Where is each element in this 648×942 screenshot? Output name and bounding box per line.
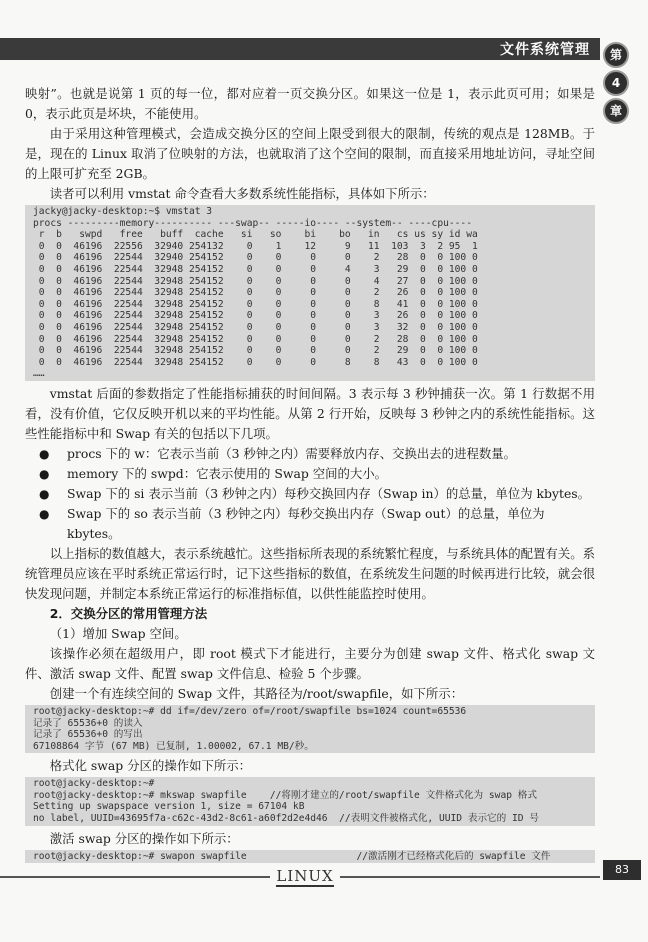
bullet-text: memory 下的 swpd：它表示使用的 Swap 空间的大小。 [67, 465, 388, 481]
code-line: root@jacky-desktop:~# mkswap swapfile //将刚才建立的/root/swapfile 文件格式化为 swap 格式 [33, 789, 537, 801]
paragraph-vmstat-explain: vmstat 后面的参数指定了性能指标捕获的时间间隔。3 表示每 3 秒钟捕获一次。第 1 行数据不用看，没有价值，它仅反映开机以来的平均性能。从第 2 行开始，反映每 3 秒钟之内的系统性能指标。这些性能指标中和 Swap 有关的包括以下几项。 [25, 385, 595, 441]
code-line: 0 0 46196 22544 32948 254152 0 0 0 0 2 28 0 0 100 0 [33, 333, 478, 345]
paragraph-busy-explain: 以上指标的数值越大，表示系统越忙。这些指标所表现的系统繁忙程度，与系统具体的配置有关。系统管理员应该在平时系统正常运行时，记下这些指标的数值，在系统发生问题的时候再进行比较，就会很快发现问题，并制定本系统正常运行的标准指标值，以供性能监控时使用。 [25, 545, 595, 601]
chapter-tab-di: 第 [603, 42, 629, 68]
bullet-text: Swap 下的 so 表示当前（3 秒钟之内）每秒交换出内存（Swap out）的总量，单位为 kbytes。 [67, 505, 545, 541]
footer-linux-logo [270, 865, 340, 887]
code-line: 0 0 46196 22544 32948 254152 0 0 0 0 3 26 0 0 100 0 [33, 310, 478, 322]
bullet-dot-icon: ● [39, 466, 50, 481]
code-line: 0 0 46196 22544 32948 254152 0 0 0 0 2 26 0 0 100 0 [33, 287, 478, 299]
code-line: r b swpd free buff cache si so bi bo in cs us sy id wa [33, 229, 478, 241]
code-line: root@jacky-desktop:~# [33, 778, 155, 790]
bullet-dot-icon: ● [39, 506, 50, 521]
code-line: 0 0 46196 22544 32940 254152 0 0 0 0 2 28 0 0 100 0 [33, 252, 478, 264]
code-line: 67108864 字节 (67 MB) 已复制, 1.00002, 67.1 MB/秒。 [33, 740, 314, 752]
bullet-dot-icon: ● [39, 446, 50, 461]
bullet-text: Swap 下的 si 表示当前（3 秒钟之内）每秒交换回内存（Swap in）的总量，单位为 kbytes。 [67, 485, 591, 501]
code-line: Setting up swapspace version 1, size = 67104 kB [33, 801, 305, 813]
code-line: no label, UUID=43695f7a-c62c-43d2-8c61-a60f2d2e4d46 //表明文件被格式化, UUID 表示它的 ID 号 [33, 813, 539, 825]
code-line: root@jacky-desktop:~# swapon swapfile //激活刚才已经格式化后的 swapfile 文件 [33, 850, 551, 862]
code-line: …… [33, 368, 45, 380]
code-block-vmstat [25, 205, 595, 381]
paragraph-activate-swap: 激活 swap 分区的操作如下所示： [49, 830, 239, 846]
code-line: root@jacky-desktop:~# dd if=/dev/zero of=/root/swapfile bs=1024 count=65536 [33, 705, 467, 717]
paragraph-vmstat-intro: 读者可以利用 vmstat 命令查看大多数系统性能指标，具体如下所示： [49, 186, 435, 201]
code-block-swapon [25, 850, 595, 864]
code-line: 0 0 46196 22544 32948 254152 0 0 0 0 3 32 0 0 100 0 [33, 321, 478, 333]
paragraph-create-swapfile: 创建一个有连续空间的 Swap 文件，其路径为/root/swapfile，如下所示： [49, 685, 464, 701]
page-number: 83 [603, 860, 641, 880]
bullet-dot-icon: ● [39, 486, 50, 501]
paragraph-steps: 该操作必须在超级用户，即 root 模式下才能进行，主要分为创建 swap 文件、格式化 swap 文件、激活 swap 文件、配置 swap 文件信息、检验 5 个步骤。 [25, 645, 595, 681]
bullet-item [25, 464, 595, 484]
bullet-text: procs 下的 w：它表示当前（3 秒钟之内）需要释放内存、交换出去的进程数量。 [67, 445, 517, 461]
chapter-tab [601, 42, 631, 124]
page-body [25, 84, 595, 866]
code-line: 记录了 65536+0 的写出 [33, 729, 143, 741]
code-line: procs ---------memory---------- ---swap-- -----io---- --system-- ----cpu---- [33, 217, 472, 229]
section-heading: 2．交换分区的常用管理方法 [49, 605, 208, 621]
code-line: 0 0 46196 22544 32948 254152 0 0 0 0 8 41 0 0 100 0 [33, 298, 478, 310]
bullet-item [25, 484, 595, 504]
paragraph-bitmap: 映射”。也就是说第 1 页的每一位，都对应着一页交换分区。如果这一位是 1，表示此页可用；如果是 0，表示此页是坏块，不能使用。 [25, 86, 595, 121]
code-line: 0 0 46196 22544 32948 254152 0 0 0 4 3 29 0 0 100 0 [33, 263, 478, 275]
code-line: 0 0 46196 22556 32940 254132 0 1 12 9 11 103 3 2 95 1 [33, 240, 478, 252]
code-block-dd [25, 705, 595, 753]
bullet-item [25, 504, 595, 544]
running-header-title: 文件系统管理 [500, 42, 590, 58]
code-line: 0 0 46196 22544 32948 254152 0 0 0 8 8 43 0 0 100 0 [33, 356, 478, 368]
chapter-tab-zhang: 章 [603, 98, 629, 124]
code-line: jacky@jacky-desktop:~$ vmstat 3 [33, 206, 213, 217]
chapter-tab-number: 4 [603, 70, 629, 96]
code-line: 记录了 65536+0 的读入 [33, 717, 143, 729]
paragraph-address-limit: 由于采用这种管理模式，会造成交换分区的空间上限受到很大的限制，传统的观点是 128MB。于是，现在的 Linux 取消了位映射的方法，也就取消了这个空间的限制，而直接采用地址访问，寻址空间的上限可扩充至 2GB。 [25, 126, 595, 181]
code-block-mkswap [25, 777, 595, 825]
footer-logo-text: LINUX [276, 867, 334, 885]
code-line: 0 0 46196 22544 32948 254152 0 0 0 0 4 27 0 0 100 0 [33, 275, 478, 287]
bullet-item [25, 444, 595, 464]
subsection-heading: （1）增加 Swap 空间。 [49, 625, 187, 641]
paragraph-format-swap: 格式化 swap 分区的操作如下所示： [49, 758, 252, 774]
code-line: 0 0 46196 22544 32948 254152 0 0 0 0 2 29 0 0 100 0 [33, 345, 478, 357]
